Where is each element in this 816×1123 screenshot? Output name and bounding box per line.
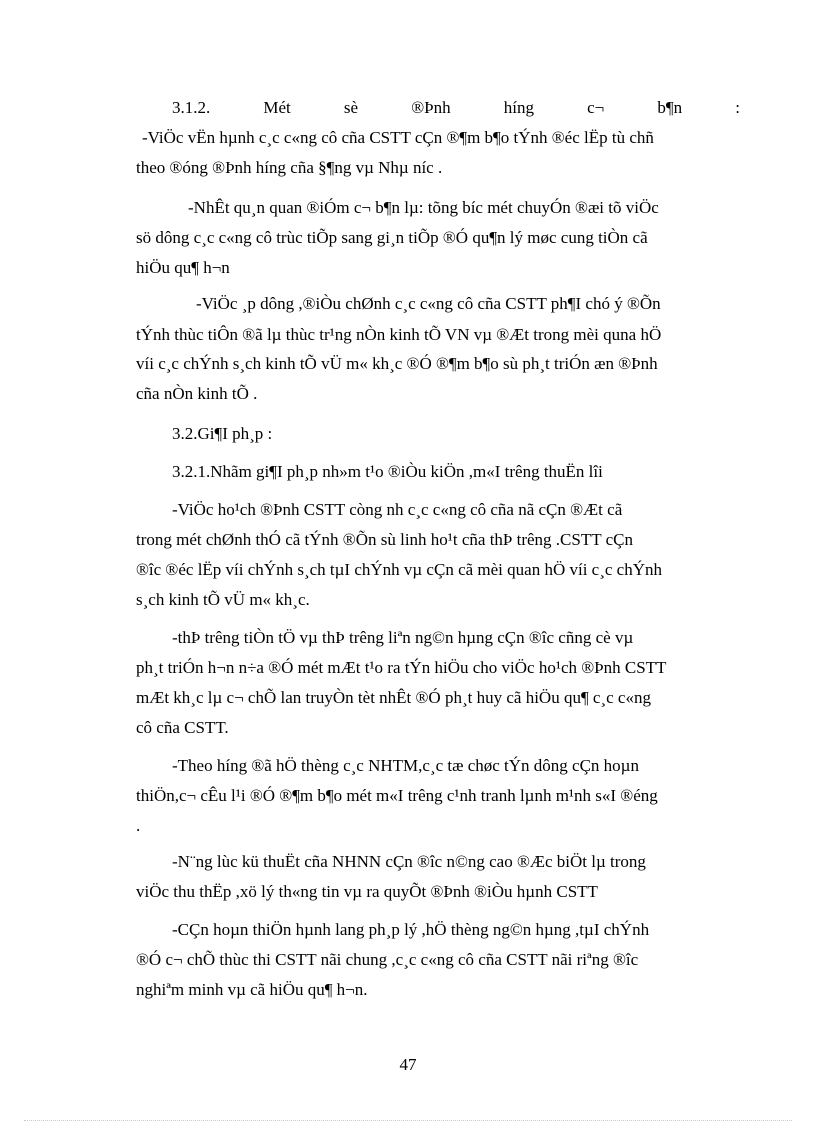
page-bottom-divider <box>24 1120 792 1121</box>
text-line: víi c¸c chÝnh s¸ch kinh tÕ vÜ m« kh¸c ®Ó ®¶m b¶o sù ph¸t triÓn æn ®Þnh <box>136 354 658 373</box>
text-line: cô cña CSTT. <box>136 718 229 737</box>
text-line: -ViÖc ho¹ch ®Þnh CSTT còng nh c¸c c«ng cô cña nã cÇn ®Æt cã <box>172 500 623 519</box>
section-heading-3-2-1: 3.2.1.Nhãm gi¶I ph¸p nh»m t¹o ®iÒu kiÖn ,m«I trêng thuËn lîi <box>172 462 603 481</box>
text-line: -ViÖc ¸p dông ,®iÒu chØnh c¸c c«ng cô cña CSTT ph¶I chó ý ®Õn <box>196 294 661 313</box>
text-line: thiÖn,c¬ cÊu l¹i ®Ó ®¶m b¶o mét m«I trêng c¹nh tranh lµnh m¹nh s«I ®éng <box>136 786 658 805</box>
section-heading-3-1-2 <box>172 97 740 119</box>
text-line: -NhÊt qu¸n quan ®iÓm c¬ b¶n lµ: tõng bíc mét chuyÓn ®æi tõ viÖc <box>188 198 659 217</box>
heading-word: Mét <box>263 98 291 117</box>
text-line: mÆt kh¸c lµ c¬ chÕ lan truyÒn tèt nhÊt ®Ó ph¸t huy cã hiÖu qu¶ c¸c c«ng <box>136 688 651 707</box>
text-line: hiÖu qu¶ h¬n <box>136 258 230 277</box>
heading-word: : <box>735 98 740 117</box>
heading-word: c¬ <box>587 98 605 117</box>
heading-word: ®Þnh <box>411 98 451 117</box>
text-line: ph¸t triÓn h¬n n÷a ®Ó mét mÆt t¹o ra tÝn hiÖu cho viÖc ho¹ch ®Þnh CSTT <box>136 658 667 677</box>
text-line: ®Ó c¬ chÕ thùc thi CSTT nãi chung ,c¸c c«ng cô cña CSTT nãi riªng ®îc <box>136 950 639 969</box>
text-line: -thÞ trêng tiÒn tÖ vµ thÞ trêng liªn ng©n hµng cÇn ®îc cñng cè vµ <box>172 628 634 647</box>
text-line: viÖc thu thËp ,xö lý th«ng tin vµ ra quyÕt ®Þnh ®iÒu hµnh CSTT <box>136 882 598 901</box>
text-line: tÝnh thùc tiÔn ®ã lµ thùc tr¹ng nÒn kinh tÕ VN vµ ®Æt trong mèi quna hÖ <box>136 325 662 344</box>
text-line: theo ®óng ®Þnh híng cña §¶ng vµ Nhµ níc . <box>136 158 443 177</box>
text-line: -Theo híng ®ã hÖ thèng c¸c NHTM,c¸c tæ chøc tÝn dông cÇn hoµn <box>172 756 639 775</box>
text-line: . <box>136 816 141 835</box>
page-number: 47 <box>399 1055 417 1074</box>
text-line: cña nÒn kinh tÕ . <box>136 384 258 403</box>
heading-word: sè <box>343 98 359 117</box>
text-line: ®îc ®éc lËp víi chÝnh s¸ch tµI chÝnh vµ cÇn cã mèi quan hÖ víi c¸c chÝnh <box>136 560 662 579</box>
text-line: trong mét chØnh thÓ cã tÝnh ®Õn sù linh ho¹t cña thÞ trêng .CSTT cÇn <box>136 530 633 549</box>
heading-word: 3.1.2. <box>172 98 211 117</box>
text-line: -N¨ng lùc kü thuËt cña NHNN cÇn ®îc n©ng cao ®Æc biÖt lµ trong <box>172 852 646 871</box>
text-line: -ViÖc vËn hµnh c¸c c«ng cô cña CSTT cÇn ®¶m b¶o tÝnh ®éc lËp tù chñ <box>142 128 654 147</box>
heading-word: b¶n <box>657 98 683 117</box>
heading-word: híng <box>503 98 534 117</box>
text-line: s¸ch kinh tÕ vÜ m« kh¸c. <box>136 590 310 609</box>
text-line: -CÇn hoµn thiÖn hµnh lang ph¸p lý ,hÖ thèng ng©n hµng ,tµI chÝnh <box>172 920 650 939</box>
text-line: sö dông c¸c c«ng cô trùc tiÕp sang gi¸n tiÕp ®Ó qu¶n lý møc cung tiÒn cã <box>136 228 648 247</box>
text-line: nghiªm minh vµ cã hiÖu qu¶ h¬n. <box>136 980 368 999</box>
section-heading-3-2: 3.2.Gi¶I ph¸p : <box>172 424 273 443</box>
